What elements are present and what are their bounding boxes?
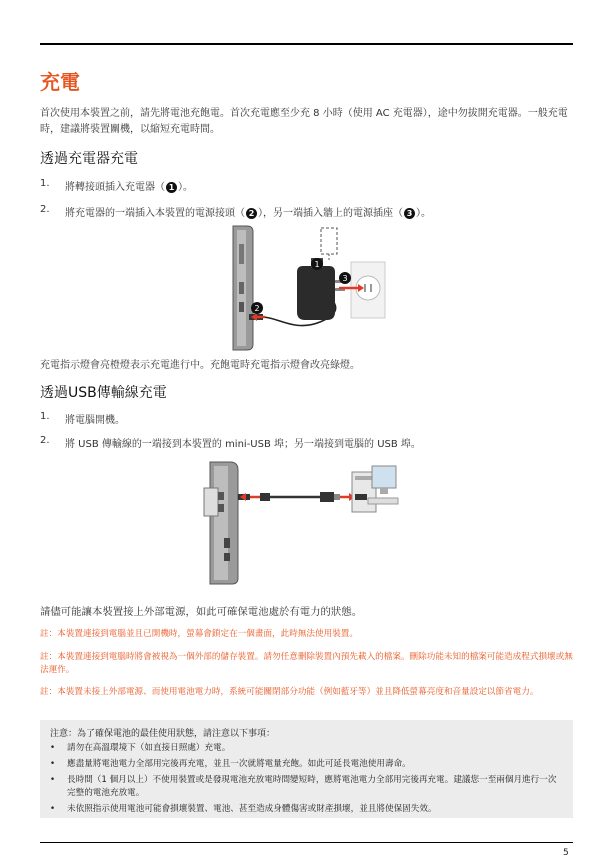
step-text: 將電腦開機。 xyxy=(65,415,125,426)
charger-illustration xyxy=(225,222,390,352)
usb-illustration xyxy=(200,458,400,586)
marker-1-icon: 1 xyxy=(314,260,320,269)
note-storage-device: 註：本裝置連接到電腦時將會被視為一個外部的儲存裝置。請勿任意刪除裝置內預先載入的檔案。刪除功能未知的檔案可能造成程式損壞或無法運作。 xyxy=(40,652,573,675)
step-text: 將 USB 傳輸線的一端接到本裝置的 mini-USB 埠；另一端接到電腦的 USB 埠。 xyxy=(65,439,421,450)
marker-2-icon: 2 xyxy=(254,304,260,313)
intro-paragraph: 首次使用本裝置之前，請先將電池充飽電。首次充電應至少充 8 小時（使用 AC 充電器），途中勿拔開充電器。一般充電時，建議將裝置關機，以縮短充電時間。 xyxy=(40,108,568,135)
external-power-note: 請儘可能讓本裝置接上外部電源，如此可確保電池處於有電力的狀態。 xyxy=(40,606,363,618)
bullet: • xyxy=(50,743,56,753)
marker-1-icon: 1 xyxy=(166,182,177,193)
bullet: • xyxy=(50,759,56,769)
step-number: 1. xyxy=(40,411,50,422)
marker-2-icon: 2 xyxy=(246,208,257,219)
page-number: 5 xyxy=(563,848,569,858)
caution-heading: 注意：為了確保電池的最佳使用狀態，請注意以下事項： xyxy=(50,729,276,739)
marker-3-icon: 3 xyxy=(404,208,415,219)
top-rule xyxy=(40,43,573,45)
bullet: • xyxy=(50,804,56,814)
caution-box: 注意：為了確保電池的最佳使用狀態，請注意以下事項： • 請勿在高溫環境下（如直接日照處）充電。 • 應盡量將電池電力全部用完後再充電，並且一次就將電量充飽。如此可延長電池使用壽命。 • 長時間（1 個月以上）不使用裝置或是發現電池充放電時間變短時，應將電池電力全部用完後再充電。建議您一至兩個月進行一次完整的電池充放電。 • 未依照指示使用電池可能會損壞裝置、電池、甚至造成身體傷害或財產損壞，並且將使保固失效。 xyxy=(40,720,573,818)
step-number: 1. xyxy=(40,178,50,189)
step-text: 將轉接頭插入充電器（ 1 ）。 xyxy=(65,182,193,193)
note-battery-power: 註：本裝置未接上外部電源、而使用電池電力時，系統可能關閉部分功能（例如藍牙等）並且降低螢幕亮度和音量設定以節省電力。 xyxy=(40,687,539,697)
step-text: 將充電器的一端插入本裝置的電源接頭（ 2 ），另一端插入牆上的電源插座（ 3 ）。 xyxy=(65,208,431,219)
section-heading-usb: 透過USB傳輸線充電 xyxy=(40,385,167,401)
marker-3-icon: 3 xyxy=(342,274,348,283)
section-heading-charger: 透過充電器充電 xyxy=(40,151,138,167)
step-number: 2. xyxy=(40,435,50,446)
bottom-rule xyxy=(40,842,573,843)
step-number: 2. xyxy=(40,204,50,215)
bullet: • xyxy=(50,775,56,785)
note-screen-lock: 註：本裝置連接到電腦並且已開機時，螢幕會鎖定在一個畫面，此時無法使用裝置。 xyxy=(40,629,358,639)
page-title: 充電 xyxy=(40,70,80,94)
charge-light-caption: 充電指示燈會亮橙燈表示充電進行中。充飽電時充電指示燈會改亮綠燈。 xyxy=(40,360,360,371)
